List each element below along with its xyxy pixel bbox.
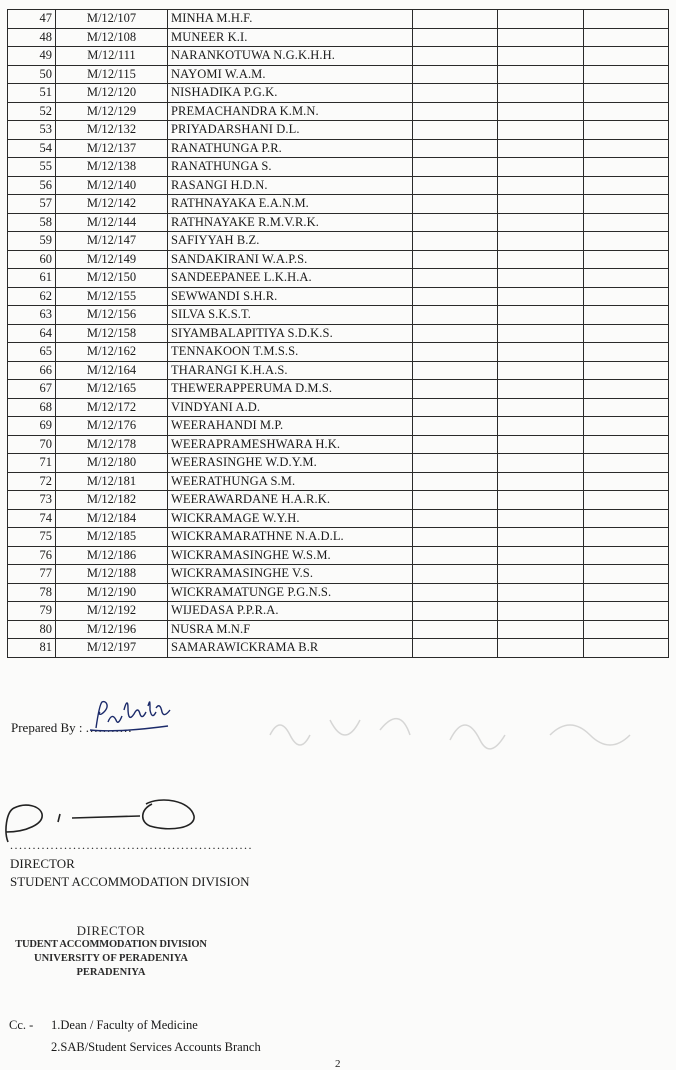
- registration-number: M/12/150: [56, 269, 168, 288]
- blank-cell: [413, 176, 498, 195]
- table-row: [8, 324, 669, 343]
- row-number: 79: [8, 602, 56, 621]
- registration-number: M/12/132: [56, 121, 168, 140]
- blank-cell: [584, 102, 669, 121]
- blank-cell: [584, 546, 669, 565]
- blank-cell: [584, 528, 669, 547]
- blank-cell: [584, 472, 669, 491]
- registration-number: M/12/178: [56, 435, 168, 454]
- table-row: [8, 472, 669, 491]
- registration-number: M/12/190: [56, 583, 168, 602]
- registration-number: M/12/180: [56, 454, 168, 473]
- blank-cell: [413, 491, 498, 510]
- blank-cell: [413, 47, 498, 66]
- registration-number: M/12/107: [56, 10, 168, 29]
- stamp-university: UNIVERSITY OF PERADENIYA: [33, 953, 189, 964]
- student-name: NUSRA M.N.F: [168, 620, 413, 639]
- blank-cell: [413, 102, 498, 121]
- blank-cell: [584, 583, 669, 602]
- registration-number: M/12/165: [56, 380, 168, 399]
- blank-cell: [413, 269, 498, 288]
- blank-cell: [498, 380, 584, 399]
- row-number: 55: [8, 158, 56, 177]
- blank-cell: [413, 546, 498, 565]
- registration-number: M/12/120: [56, 84, 168, 103]
- blank-cell: [413, 509, 498, 528]
- blank-cell: [584, 250, 669, 269]
- student-name: PRIYADARSHANI D.L.: [168, 121, 413, 140]
- row-number: 49: [8, 47, 56, 66]
- blank-cell: [413, 361, 498, 380]
- student-roster-table: [7, 9, 669, 658]
- registration-number: M/12/129: [56, 102, 168, 121]
- blank-cell: [498, 139, 584, 158]
- blank-cell: [413, 602, 498, 621]
- table-row: [8, 546, 669, 565]
- blank-cell: [584, 269, 669, 288]
- table-row: [8, 10, 669, 29]
- stamp-title: DIRECTOR: [76, 923, 146, 938]
- blank-cell: [584, 139, 669, 158]
- registration-number: M/12/181: [56, 472, 168, 491]
- prepared-by-signature: [85, 696, 178, 736]
- student-name: RASANGI H.D.N.: [168, 176, 413, 195]
- blank-cell: [413, 213, 498, 232]
- blank-cell: [413, 435, 498, 454]
- student-name: NARANKOTUWA N.G.K.H.H.: [168, 47, 413, 66]
- student-name: SILVA S.K.S.T.: [168, 306, 413, 325]
- student-name: WICKRAMARATHNE N.A.D.L.: [168, 528, 413, 547]
- blank-cell: [498, 454, 584, 473]
- blank-cell: [498, 398, 584, 417]
- cc-item-1: 1.Dean / Faculty of Medicine: [51, 1018, 198, 1032]
- blank-cell: [413, 528, 498, 547]
- blank-cell: [413, 398, 498, 417]
- registration-number: M/12/149: [56, 250, 168, 269]
- student-name: RANATHUNGA P.R.: [168, 139, 413, 158]
- student-name: MUNEER K.I.: [168, 28, 413, 47]
- blank-cell: [584, 10, 669, 29]
- blank-cell: [498, 565, 584, 584]
- blank-cell: [584, 639, 669, 658]
- student-name: WIJEDASA P.P.R.A.: [168, 602, 413, 621]
- row-number: 74: [8, 509, 56, 528]
- blank-cell: [498, 287, 584, 306]
- row-number: 57: [8, 195, 56, 214]
- registration-number: M/12/137: [56, 139, 168, 158]
- blank-cell: [584, 565, 669, 584]
- blank-cell: [584, 602, 669, 621]
- row-number: 56: [8, 176, 56, 195]
- table-row: [8, 121, 669, 140]
- row-number: 64: [8, 324, 56, 343]
- blank-cell: [584, 491, 669, 510]
- blank-cell: [498, 472, 584, 491]
- blank-cell: [498, 121, 584, 140]
- blank-cell: [498, 250, 584, 269]
- table-row: [8, 454, 669, 473]
- blank-cell: [584, 158, 669, 177]
- blank-cell: [498, 620, 584, 639]
- student-name: WICKRAMASINGHE V.S.: [168, 565, 413, 584]
- blank-cell: [413, 287, 498, 306]
- director-division: STUDENT ACCOMMODATION DIVISION: [10, 874, 250, 889]
- student-name: PREMACHANDRA K.M.N.: [168, 102, 413, 121]
- blank-cell: [413, 343, 498, 362]
- row-number: 60: [8, 250, 56, 269]
- blank-cell: [498, 65, 584, 84]
- table-row: [8, 47, 669, 66]
- blank-cell: [413, 639, 498, 658]
- blank-cell: [584, 287, 669, 306]
- row-number: 62: [8, 287, 56, 306]
- blank-cell: [413, 158, 498, 177]
- registration-number: M/12/147: [56, 232, 168, 251]
- blank-cell: [498, 602, 584, 621]
- blank-cell: [584, 306, 669, 325]
- student-name: RATHNAYAKE R.M.V.R.K.: [168, 213, 413, 232]
- table-row: [8, 343, 669, 362]
- row-number: 81: [8, 639, 56, 658]
- student-name: WEERAHANDI M.P.: [168, 417, 413, 436]
- blank-cell: [498, 84, 584, 103]
- student-name: RANATHUNGA S.: [168, 158, 413, 177]
- blank-cell: [413, 10, 498, 29]
- table-row: [8, 28, 669, 47]
- registration-number: M/12/144: [56, 213, 168, 232]
- bleed-through-marks: [250, 690, 670, 770]
- row-number: 67: [8, 380, 56, 399]
- student-name: NAYOMI W.A.M.: [168, 65, 413, 84]
- blank-cell: [498, 509, 584, 528]
- student-name: RATHNAYAKA E.A.N.M.: [168, 195, 413, 214]
- blank-cell: [584, 213, 669, 232]
- blank-cell: [498, 324, 584, 343]
- table-row: [8, 620, 669, 639]
- row-number: 50: [8, 65, 56, 84]
- table-row: [8, 528, 669, 547]
- blank-cell: [413, 417, 498, 436]
- row-number: 69: [8, 417, 56, 436]
- table-row: [8, 269, 669, 288]
- page-number: 2: [335, 1058, 341, 1070]
- row-number: 54: [8, 139, 56, 158]
- table-row: [8, 232, 669, 251]
- cc-list: [9, 1014, 261, 1058]
- registration-number: M/12/196: [56, 620, 168, 639]
- director-block: [10, 855, 250, 891]
- blank-cell: [584, 380, 669, 399]
- blank-cell: [584, 232, 669, 251]
- blank-cell: [498, 28, 584, 47]
- stamp-division: TUDENT ACCOMMODATION DIVISION: [15, 939, 207, 950]
- student-name: VINDYANI A.D.: [168, 398, 413, 417]
- row-number: 65: [8, 343, 56, 362]
- blank-cell: [498, 546, 584, 565]
- blank-cell: [413, 139, 498, 158]
- blank-cell: [584, 509, 669, 528]
- registration-number: M/12/192: [56, 602, 168, 621]
- row-number: 68: [8, 398, 56, 417]
- registration-number: M/12/156: [56, 306, 168, 325]
- blank-cell: [498, 343, 584, 362]
- blank-cell: [413, 84, 498, 103]
- student-name: SANDEEPANEE L.K.H.A.: [168, 269, 413, 288]
- blank-cell: [584, 324, 669, 343]
- blank-cell: [584, 47, 669, 66]
- blank-cell: [584, 398, 669, 417]
- row-number: 71: [8, 454, 56, 473]
- registration-number: M/12/138: [56, 158, 168, 177]
- row-number: 80: [8, 620, 56, 639]
- student-name: SAFIYYAH B.Z.: [168, 232, 413, 251]
- registration-number: M/12/158: [56, 324, 168, 343]
- row-number: 75: [8, 528, 56, 547]
- blank-cell: [498, 158, 584, 177]
- row-number: 76: [8, 546, 56, 565]
- row-number: 47: [8, 10, 56, 29]
- student-name: WICKRAMATUNGE P.G.N.S.: [168, 583, 413, 602]
- table-row: [8, 176, 669, 195]
- blank-cell: [498, 491, 584, 510]
- registration-number: M/12/115: [56, 65, 168, 84]
- table-row: [8, 250, 669, 269]
- blank-cell: [584, 454, 669, 473]
- row-number: 53: [8, 121, 56, 140]
- table-row: [8, 139, 669, 158]
- registration-number: M/12/162: [56, 343, 168, 362]
- blank-cell: [498, 102, 584, 121]
- table-row: [8, 84, 669, 103]
- table-row: [8, 361, 669, 380]
- blank-cell: [413, 28, 498, 47]
- blank-cell: [584, 435, 669, 454]
- blank-cell: [584, 343, 669, 362]
- student-name: TENNAKOON T.M.S.S.: [168, 343, 413, 362]
- blank-cell: [413, 195, 498, 214]
- director-signature-line: ......................................................: [10, 838, 253, 852]
- blank-cell: [498, 583, 584, 602]
- student-name: MINHA M.H.F.: [168, 10, 413, 29]
- blank-cell: [413, 306, 498, 325]
- official-stamp: [0, 924, 222, 980]
- blank-cell: [413, 65, 498, 84]
- table-row: [8, 380, 669, 399]
- table-row: [8, 306, 669, 325]
- student-name: WEERATHUNGA S.M.: [168, 472, 413, 491]
- blank-cell: [413, 121, 498, 140]
- blank-cell: [413, 565, 498, 584]
- student-name: THEWERAPPERUMA D.M.S.: [168, 380, 413, 399]
- cc-label: Cc. -: [9, 1018, 34, 1032]
- table-row: [8, 509, 669, 528]
- row-number: 77: [8, 565, 56, 584]
- blank-cell: [413, 472, 498, 491]
- table-row: [8, 639, 669, 658]
- registration-number: M/12/185: [56, 528, 168, 547]
- table-row: [8, 435, 669, 454]
- table-row: [8, 491, 669, 510]
- blank-cell: [498, 417, 584, 436]
- registration-number: M/12/164: [56, 361, 168, 380]
- blank-cell: [584, 176, 669, 195]
- table-row: [8, 398, 669, 417]
- table-row: [8, 565, 669, 584]
- student-name: THARANGI K.H.A.S.: [168, 361, 413, 380]
- student-name: WEERASINGHE W.D.Y.M.: [168, 454, 413, 473]
- registration-number: M/12/172: [56, 398, 168, 417]
- row-number: 59: [8, 232, 56, 251]
- student-name: WICKRAMAGE W.Y.H.: [168, 509, 413, 528]
- student-name: WEERAWARDANE H.A.R.K.: [168, 491, 413, 510]
- row-number: 58: [8, 213, 56, 232]
- student-name: SIYAMBALAPITIYA S.D.K.S.: [168, 324, 413, 343]
- blank-cell: [413, 583, 498, 602]
- registration-number: M/12/186: [56, 546, 168, 565]
- blank-cell: [498, 232, 584, 251]
- row-number: 61: [8, 269, 56, 288]
- row-number: 63: [8, 306, 56, 325]
- registration-number: M/12/111: [56, 47, 168, 66]
- registration-number: M/12/184: [56, 509, 168, 528]
- cc-item-2: 2.SAB/Student Services Accounts Branch: [51, 1040, 261, 1054]
- table-row: [8, 602, 669, 621]
- registration-number: M/12/182: [56, 491, 168, 510]
- blank-cell: [413, 620, 498, 639]
- blank-cell: [413, 380, 498, 399]
- blank-cell: [413, 454, 498, 473]
- registration-number: M/12/108: [56, 28, 168, 47]
- table-row: [8, 102, 669, 121]
- blank-cell: [584, 417, 669, 436]
- table-row: [8, 213, 669, 232]
- blank-cell: [498, 10, 584, 29]
- registration-number: M/12/155: [56, 287, 168, 306]
- blank-cell: [498, 176, 584, 195]
- blank-cell: [584, 195, 669, 214]
- row-number: 70: [8, 435, 56, 454]
- blank-cell: [584, 361, 669, 380]
- blank-cell: [584, 84, 669, 103]
- blank-cell: [498, 195, 584, 214]
- table-row: [8, 158, 669, 177]
- blank-cell: [584, 28, 669, 47]
- student-name: SEWWANDI S.H.R.: [168, 287, 413, 306]
- blank-cell: [584, 620, 669, 639]
- row-number: 72: [8, 472, 56, 491]
- row-number: 48: [8, 28, 56, 47]
- student-name: SANDAKIRANI W.A.P.S.: [168, 250, 413, 269]
- blank-cell: [413, 250, 498, 269]
- student-name: NISHADIKA P.G.K.: [168, 84, 413, 103]
- registration-number: M/12/188: [56, 565, 168, 584]
- blank-cell: [584, 65, 669, 84]
- blank-cell: [498, 528, 584, 547]
- registration-number: M/12/140: [56, 176, 168, 195]
- blank-cell: [498, 269, 584, 288]
- table-row: [8, 583, 669, 602]
- registration-number: M/12/142: [56, 195, 168, 214]
- registration-number: M/12/197: [56, 639, 168, 658]
- director-title: DIRECTOR: [10, 856, 75, 871]
- blank-cell: [413, 324, 498, 343]
- stamp-location: PERADENIYA: [76, 967, 146, 978]
- registration-number: M/12/176: [56, 417, 168, 436]
- table-row: [8, 65, 669, 84]
- row-number: 78: [8, 583, 56, 602]
- prepared-by-label: Prepared By :: [11, 720, 83, 735]
- table-row: [8, 287, 669, 306]
- student-name: WICKRAMASINGHE W.S.M.: [168, 546, 413, 565]
- table-row: [8, 195, 669, 214]
- blank-cell: [498, 435, 584, 454]
- blank-cell: [498, 306, 584, 325]
- row-number: 51: [8, 84, 56, 103]
- row-number: 73: [8, 491, 56, 510]
- prepared-by-dots: ...........: [85, 720, 133, 735]
- blank-cell: [584, 121, 669, 140]
- student-name: WEERAPRAMESHWARA H.K.: [168, 435, 413, 454]
- table-row: [8, 417, 669, 436]
- blank-cell: [498, 639, 584, 658]
- blank-cell: [498, 361, 584, 380]
- roster-body: [8, 10, 669, 658]
- row-number: 66: [8, 361, 56, 380]
- blank-cell: [413, 232, 498, 251]
- row-number: 52: [8, 102, 56, 121]
- blank-cell: [498, 47, 584, 66]
- student-name: SAMARAWICKRAMA B.R: [168, 639, 413, 658]
- blank-cell: [498, 213, 584, 232]
